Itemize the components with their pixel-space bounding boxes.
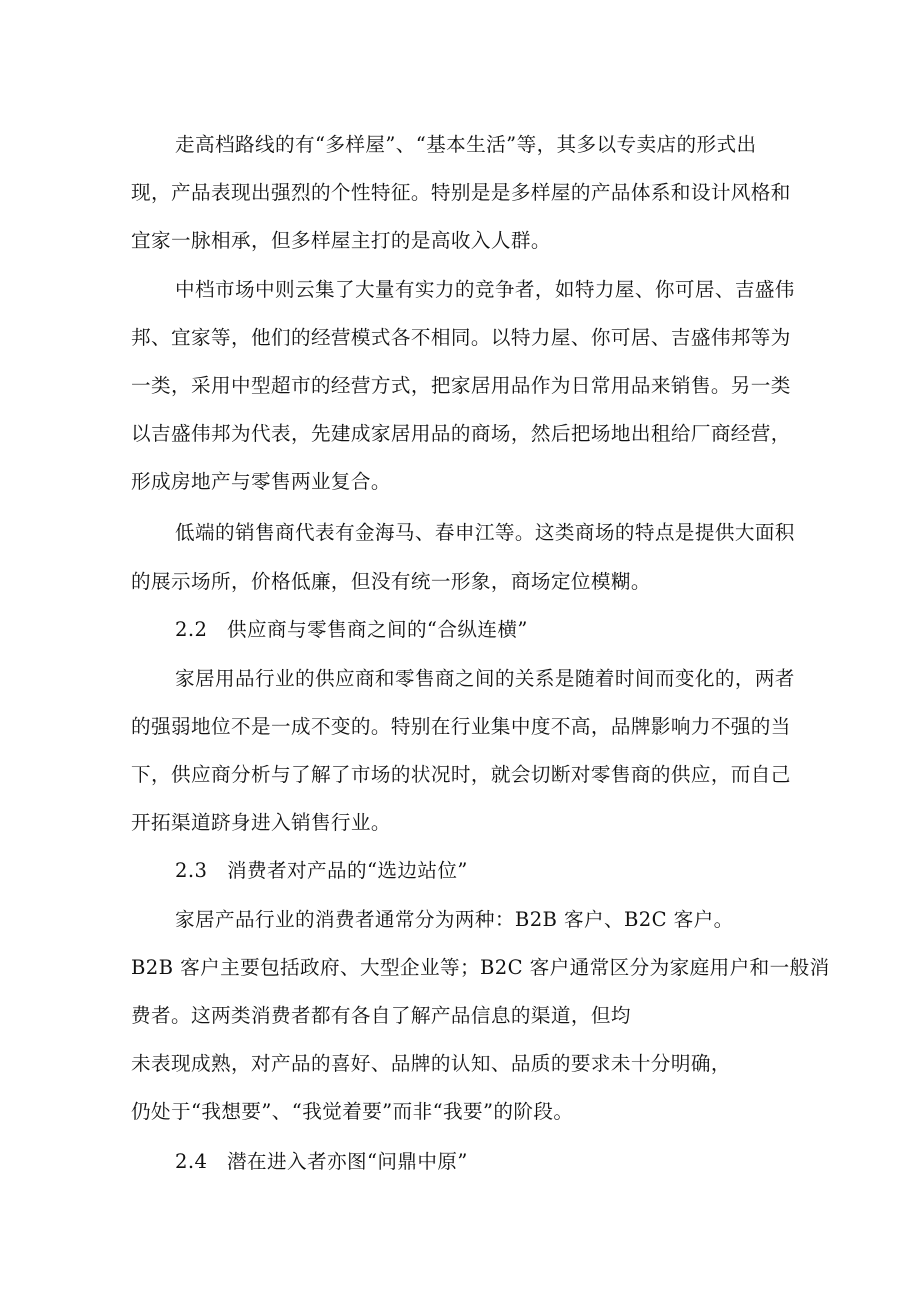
section-heading-2-2 <box>175 617 528 643</box>
paragraph-7-line-1: 家居产品行业的消费者通常分为两种：B2B 客户、B2C 客户。 <box>175 908 734 931</box>
paragraph-2-line-5: 形成房地产与零售两业复合。 <box>131 470 391 493</box>
section-title: 供应商与零售商之间的“合纵连横” <box>227 618 528 641</box>
paragraph-1-line-3: 宜家一脉相承，但多样屋主打的是高收入人群。 <box>131 229 551 252</box>
paragraph-2-line-1: 中档市场中则云集了大量有实力的竞争者，如特力屋、你可居、吉盛伟 <box>175 278 795 301</box>
section-number: 2.3 <box>175 859 208 882</box>
section-heading-2-3 <box>175 858 468 884</box>
paragraph-2-line-4: 以吉盛伟邦为代表，先建成家居用品的商场，然后把场地出租给厂商经营， <box>131 422 791 445</box>
section-title: 潜在进入者亦图“问鼎中原” <box>227 1150 468 1173</box>
section-number: 2.2 <box>175 618 208 641</box>
paragraph-5-line-1: 家居用品行业的供应商和零售商之间的关系是随着时间而变化的，两者 <box>175 667 795 690</box>
paragraph-1-line-1: 走高档路线的有“多样屋”、“基本生活”等，其多以专卖店的形式出 <box>175 133 757 156</box>
paragraph-1-line-2: 现，产品表现出强烈的个性特征。特别是是多样屋的产品体系和设计风格和 <box>131 181 791 204</box>
paragraph-5-line-3: 下，供应商分析与了解了市场的状况时，就会切断对零售商的供应，而自己 <box>131 763 791 786</box>
paragraph-7-line-3: 费者。这两类消费者都有各自了解产品信息的渠道，但均 <box>131 1004 631 1027</box>
paragraph-5-line-4: 开拓渠道跻身进入销售行业。 <box>131 811 391 834</box>
section-title: 消费者对产品的“选边站位” <box>227 859 468 882</box>
paragraph-2-line-2: 邦、宜家等，他们的经营模式各不相同。以特力屋、你可居、吉盛伟邦等为 <box>131 326 791 349</box>
paragraph-7-line-4: 未表现成熟，对产品的喜好、品牌的认知、品质的要求未十分明确， <box>131 1052 731 1075</box>
paragraph-2-line-3: 一类，采用中型超市的经营方式，把家居用品作为日常用品来销售。另一类 <box>131 374 791 397</box>
paragraph-3-line-2: 的展示场所，价格低廉，但没有统一形象，商场定位模糊。 <box>131 570 651 593</box>
section-heading-2-4 <box>175 1149 468 1175</box>
section-number: 2.4 <box>175 1150 208 1173</box>
paragraph-5-line-2: 的强弱地位不是一成不变的。特别在行业集中度不高，品牌影响力不强的当 <box>131 715 791 738</box>
paragraph-7-line-2: B2B 客户主要包括政府、大型企业等；B2C 客户通常区分为家庭用户和一般消 <box>131 956 830 979</box>
paragraph-7-line-5: 仍处于“我想要”、“我觉着要”而非“我要”的阶段。 <box>131 1100 574 1123</box>
paragraph-3-line-1: 低端的销售商代表有金海马、春申江等。这类商场的特点是提供大面积 <box>175 521 795 544</box>
